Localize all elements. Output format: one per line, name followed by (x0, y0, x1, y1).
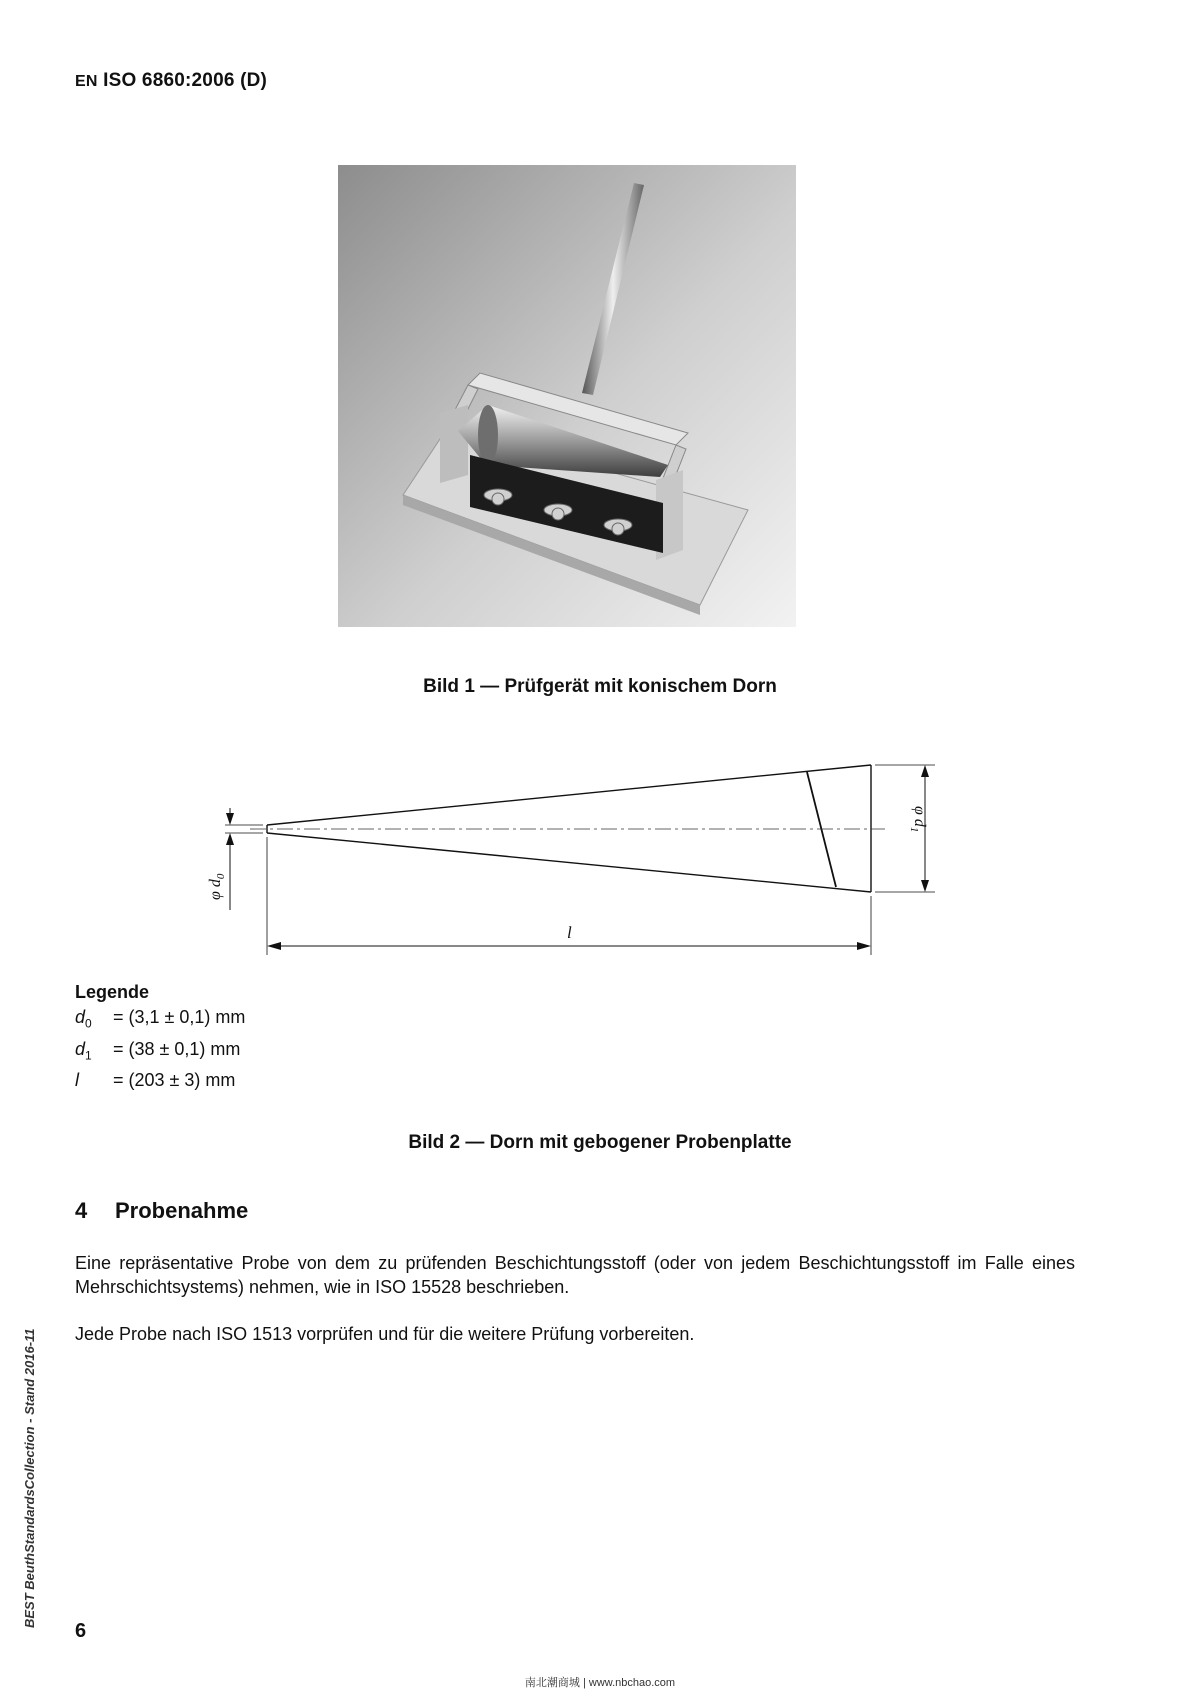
legend-item: $d_1$ = (38 ± 0,1) mm (75, 1038, 241, 1063)
document-header (75, 70, 267, 92)
cone-bottom-edge (267, 833, 871, 892)
section-number: 4 (75, 1198, 88, 1223)
paragraph: Jede Probe nach ISO 1513 vorprüfen und für die weitere Prüfung vorbereiten. (75, 1324, 695, 1344)
d1-label: φ $d_1$ (908, 806, 928, 833)
specimen-line (807, 772, 836, 887)
section-heading (75, 1198, 248, 1224)
apparatus-photo (338, 165, 796, 627)
cone-top-edge (267, 765, 871, 825)
sidebar-watermark: BEST BeuthStandardsCollection - Stand 2016-11 (22, 1328, 37, 1628)
footer-text: 南北潮商城 | www.nbchao.com (524, 1677, 676, 1689)
section-title: Probenahme (115, 1198, 249, 1223)
legend-item: l = (203 ± 3) mm (75, 1070, 236, 1091)
header-title: ISO 6860:2006 (D) (103, 70, 268, 91)
l-label: l (567, 923, 572, 942)
legend-title: Legende (75, 982, 150, 1002)
mandrel-drawing (195, 750, 945, 965)
page-number: 6 (75, 1620, 87, 1642)
header-en: EN (75, 73, 98, 90)
paragraph: Eine repräsentative Probe von dem zu prüfenden Beschichtungsstoff (oder von jedem Beschichtungsstoff im Falle eines Mehrschichtsystems) nehmen, wie in ISO 15528 beschrieben. (75, 1253, 1075, 1297)
legend (75, 980, 245, 1100)
legend-item: $d_0$ = (3,1 ± 0,1) mm (75, 1007, 246, 1031)
figure1-caption: Bild 1 — Prüfgerät mit konischem Dorn (423, 676, 777, 697)
d0-label: φ $d_0$ (207, 873, 227, 900)
figure2-caption: Bild 2 — Dorn mit gebogener Probenplatte (408, 1132, 792, 1153)
